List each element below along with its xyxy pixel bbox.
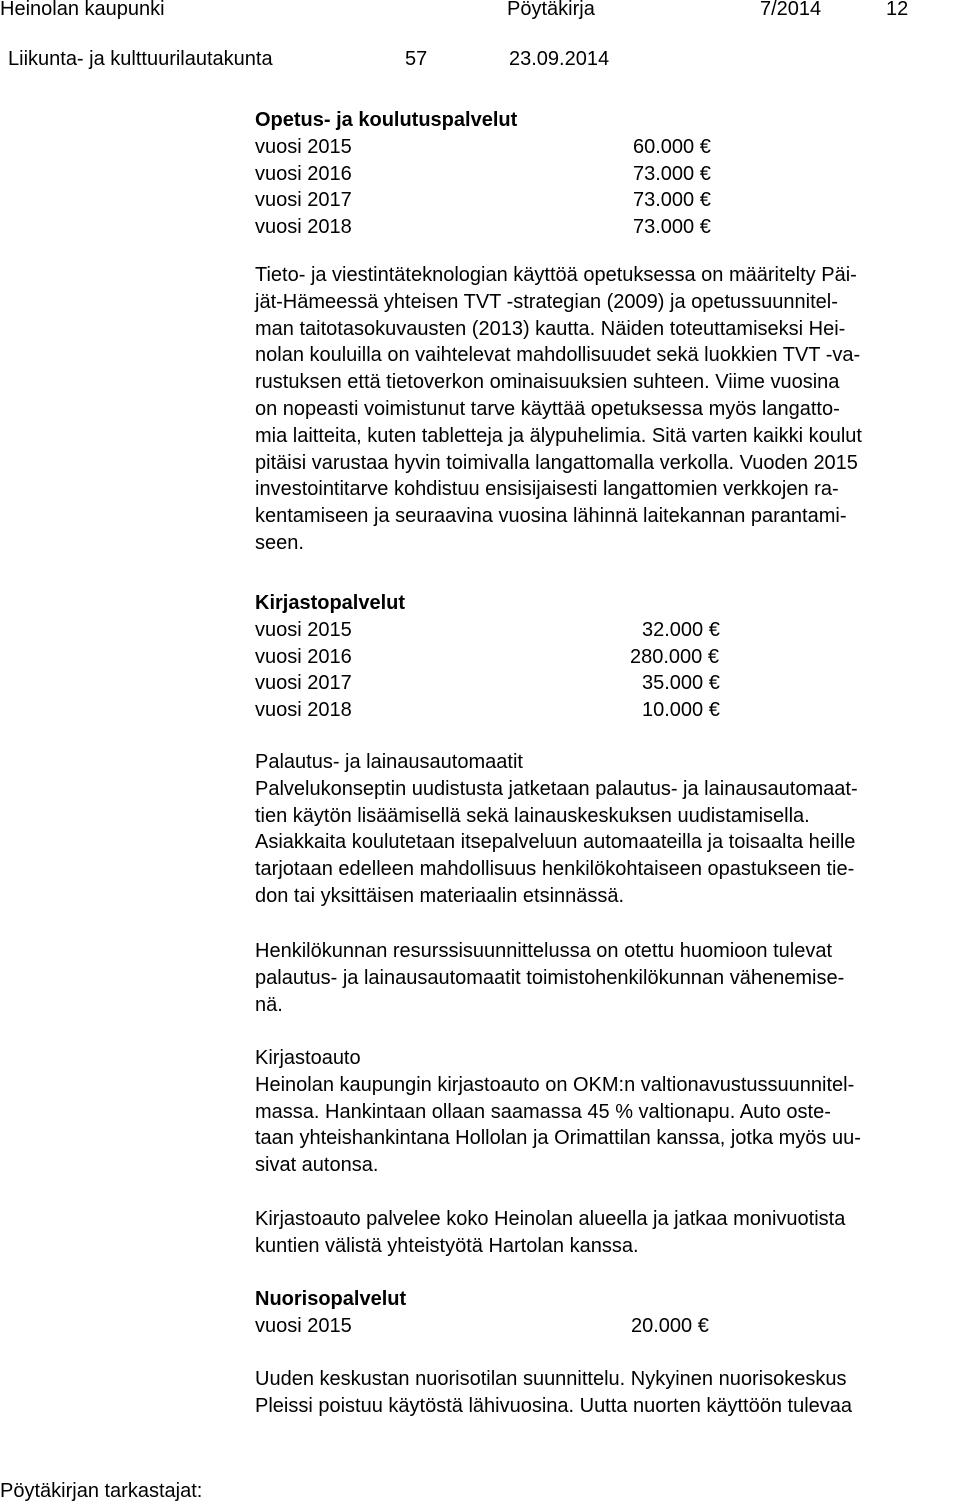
section-nuoriso [255,1286,955,1340]
amount-year: vuosi 2016 [255,162,352,185]
amount-row [255,1313,955,1340]
page-number: 12 [886,0,909,20]
subsection-kirjastoauto [255,1045,955,1179]
section-opetus [255,107,955,241]
amount-value: 20.000 € [631,1314,709,1337]
body-text: Uuden keskustan nuorisotilan suunnittelu. Nykyinen nuorisokeskus Pleissi poistuu käytöstä lähivuosina. Uutta nuorten käyttöön tulevaa [255,1368,853,1417]
amount-value: 35.000 € [642,672,720,695]
amount-year: vuosi 2017 [255,189,352,212]
amount-value: 32.000 € [642,618,720,641]
amount-value: 280.000 € [630,645,719,668]
body-text: Henkilökunnan resurssisuunnittelussa on otettu huomioon tulevat palautus- ja lainausautomaatit toimistohenkilökunnan vähenemise- nä. [255,940,845,1016]
amount-row [255,697,955,724]
subsection-title: Kirjastoauto [255,1047,361,1069]
amount-year: vuosi 2017 [255,672,352,695]
paragraph-henkilokunta [255,938,955,1018]
footer-label: Pöytäkirjan tarkastajat: [0,1480,203,1502]
amount-row [255,161,955,188]
body-text: Palvelukonseptin uudistusta jatketaan palautus- ja lainausautomaat- tien käytön lisäämisellä sekä lainauskeskuksen uudistamisella. Asiakkaita koulutetaan itsepalveluun automaateilla ja toisaalta heille tarjotaan edelleen mahdollisuus henkilökohtaiseen opastukseen tie- don tai yksittäisen materiaalin etsinnässä. [255,777,858,907]
amount-value: 73.000 € [633,189,711,212]
amount-value: 10.000 € [642,699,720,722]
section-title-kirjasto: Kirjastopalvelut [255,592,406,614]
amount-value: 73.000 € [633,162,711,185]
body-text: Kirjastoauto palvelee koko Heinolan alueella ja jatkaa monivuotista kuntien välistä yhteistyötä Hartolan kanssa. [255,1208,846,1257]
amount-row [255,644,955,671]
amount-year: vuosi 2015 [255,135,352,158]
amount-row [255,134,955,161]
amount-row [255,670,955,697]
amount-year: vuosi 2015 [255,1314,352,1337]
amount-year: vuosi 2016 [255,645,352,668]
org-name: Heinolan kaupunki [0,0,165,20]
section-title-nuoriso: Nuorisopalvelut [255,1288,407,1310]
subsection-automaatit [255,749,955,910]
committee-name: Liikunta- ja kulttuurilautakunta [8,48,273,70]
amount-value: 73.000 € [633,216,711,239]
paragraph-opetus [255,262,955,557]
paragraph-kirjastoauto [255,1206,955,1260]
amount-year: vuosi 2018 [255,699,352,722]
body-text: Tieto- ja viestintäteknologian käyttöä opetuksessa on määritelty Päi- jät-Hämeessä yhteisen TVT -strategian (2009) ja opetussuunnitel- man taitotasokuvausten (2013) kautta. Näiden toteuttamiseksi Hei- nolan kouluilla on vaihtelevat mahdollisuudet sekä luokkien TVT -va- rustuksen että tietoverkon ominaisuuksien suhteen. Viime vuosina on nopeasti voimistunut tarve käyttää opetuksessa myös langatto- mia laitteita, kuten tabletteja ja älypuhelimia. Sitä varten kaikki koulut pitäisi varustaa hyvin toimivalla langattomalla verkolla. Vuoden 2015 investointitarve kohdistuu ensisijaisesti langattomien verkkojen ra- kentamiseen ja seuraavina vuosina lähinnä laitekannan parantami- seen. [255,264,862,554]
amount-row [255,214,955,241]
amount-row [255,187,955,214]
paragraph-nuoriso [255,1366,955,1420]
page-header [0,0,960,80]
doc-type: Pöytäkirja [507,0,595,20]
page-footer [0,1480,202,1503]
section-kirjasto [255,590,955,724]
subsection-title: Palautus- ja lainausautomaatit [255,751,523,773]
doc-number: 7/2014 [760,0,822,20]
paragraph-number: 57 [405,48,428,70]
body-text: Heinolan kaupungin kirjastoauto on OKM:n valtionavustussuunnitel- massa. Hankintaan ollaan saamassa 45 % valtionapu. Auto oste- taan yhteishankintana Hollolan ja Orimattilan kanssa, jotka myös uu- sivat autonsa. [255,1073,861,1177]
amount-year: vuosi 2015 [255,618,352,641]
amount-value: 60.000 € [633,135,711,158]
amount-row [255,617,955,644]
meeting-date: 23.09.2014 [509,48,610,70]
section-title-opetus: Opetus- ja koulutuspalvelut [255,109,518,131]
amount-year: vuosi 2018 [255,216,352,239]
